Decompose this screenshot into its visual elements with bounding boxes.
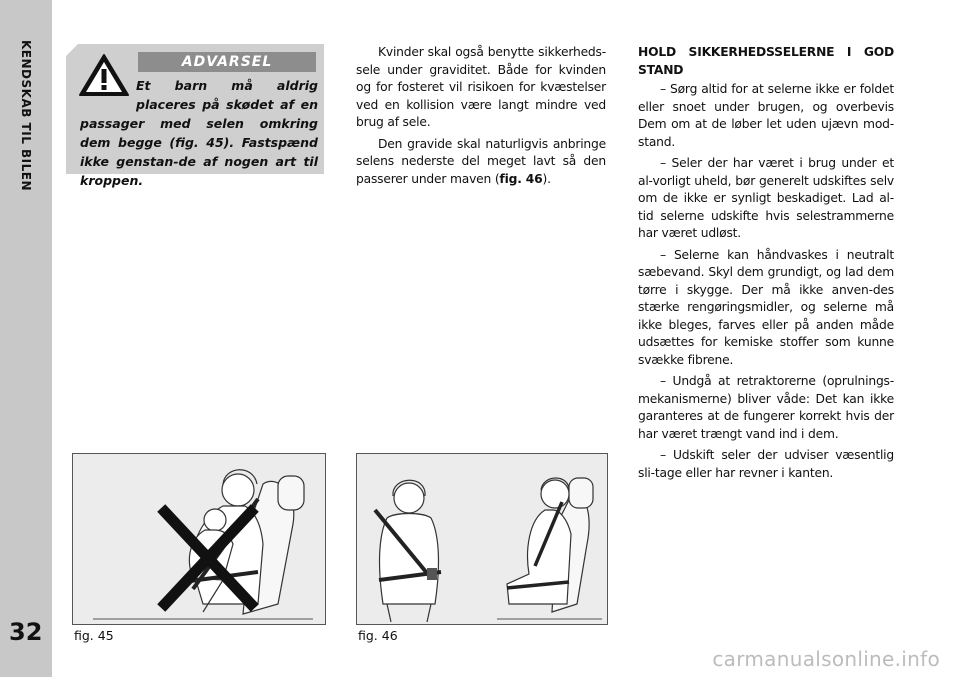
paragraph [356,136,606,189]
figure-46 [356,453,608,625]
warning-text-body: Et barn må aldrig placeres på skødet af en passager med selen omkring dem begge (fig. 45). Fastspænd ikke genstan-de af nogen art til kroppen. [80,78,318,188]
figure-reference: fig. 46 [499,171,543,186]
section-heading: HOLD SIKKERHEDSSELERNE I GOD STAND [638,45,894,77]
paragraph: – Selerne kan håndvaskes i neutralt sæbevand. Skyl dem grundigt, og lad dem tørre i skygge. Der må ikke anven-des stærke rengøringsmidler, og selerne må ikke bleges, farves eller på anden måde udsættes for kemiske stoffer som kunne svække fibrene. [638,247,894,367]
figure-45 [72,453,326,625]
figure-46-illustration [357,454,607,624]
watermark: carmanualsonline.info [712,647,940,671]
page-number: 32 [9,618,43,646]
column-right [638,44,894,486]
figure-45-illustration [73,454,325,624]
paragraph-tail: ). [542,171,551,186]
paragraph-text: Den gravide skal naturligvis anbringe selens nederste del meget lavt så den passerer under maven ( [356,136,606,186]
figure-45-caption: fig. 45 [74,628,114,643]
paragraph: – Undgå at retraktorerne (oprulnings-mekanismerne) bliver våde: Det kan ikke garanteres at de fungerer korrekt hvis der har været trængt vand ind i dem. [638,374,894,441]
paragraph: – Sørg altid for at selerne ikke er foldet eller snoet under brugen, og overbevis Dem om at de løber let uden ujævn mod-stand. [638,82,894,149]
section-title-text: KENDSKAB TIL BILEN [19,40,33,192]
paragraph: – Seler der har været i brug under et al-vorligt uheld, bør generelt udskiftes selv om de ikke er synligt beskadiget. Lad al-tid selerne udskifte hvis selestrammerne har været udløst. [638,156,894,240]
sidebar [0,0,52,677]
warning-text [80,76,318,190]
paragraph: – Udskift seler der udviser væsentlig sli-tage eller har revner i kanten. [638,448,894,480]
column-middle [356,44,606,192]
paragraph: Kvinder skal også benytte sikkerheds-sele under graviditet. Både for kvinden og for fosteret vil risikoen for kvæstelser ved en kollision være langt mindre ved brug af sele. [356,45,606,129]
warning-header: ADVARSEL [138,52,316,72]
figure-46-caption: fig. 46 [358,628,398,643]
section-title [14,40,38,220]
